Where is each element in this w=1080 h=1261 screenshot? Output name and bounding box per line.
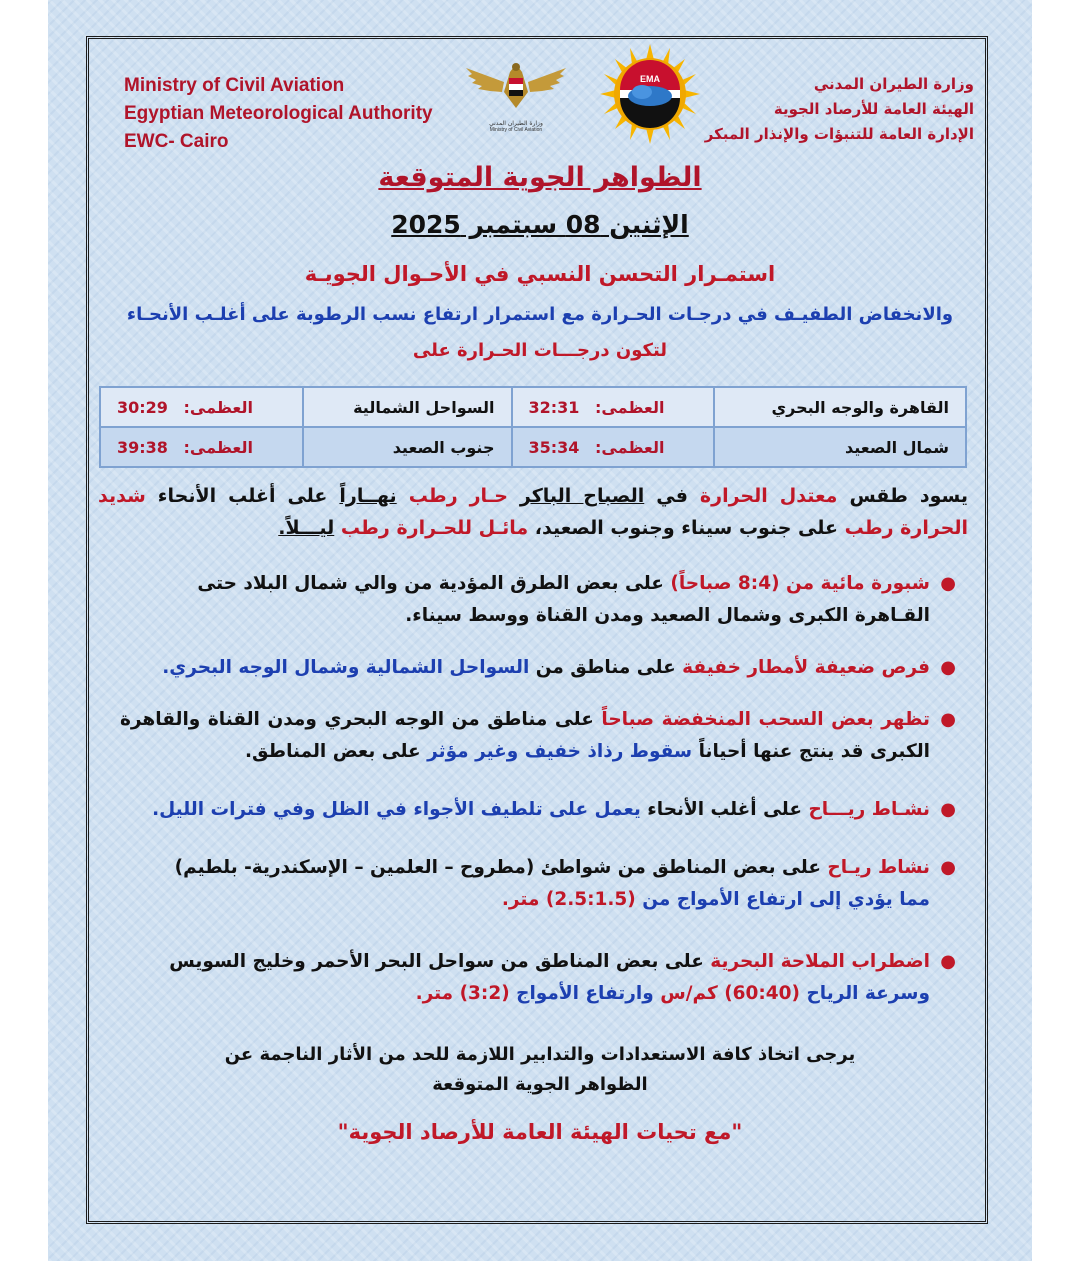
bullet-text: على بعض المناطق من شواطئ (مطروح – العلمين – الإسكندرية- بلطيم) bbox=[174, 857, 821, 878]
intro-text: على أغلب الأنحاء bbox=[157, 485, 328, 507]
intro-text: على جنوب سيناء وجنوب الصعيد، bbox=[534, 517, 838, 539]
intro-text: في bbox=[656, 485, 688, 507]
subtitle-line-3: لتكون درجـــات الحـرارة على bbox=[412, 340, 668, 361]
arabic-header-line-1: وزارة الطيران المدني bbox=[813, 75, 974, 93]
list-item bbox=[120, 568, 956, 632]
region-south-upper-egypt: جنوب الصعيد bbox=[303, 427, 512, 467]
footer-note bbox=[48, 1040, 1032, 1100]
temp-south-upper-egypt bbox=[100, 427, 303, 467]
bullet-icon: ● bbox=[940, 573, 956, 594]
max-temp-label: العظمى: bbox=[183, 437, 253, 457]
ministry-logo-caption-en: Ministry of Civil Aviation bbox=[489, 127, 543, 133]
bulletin-sheet bbox=[48, 0, 1032, 1261]
intro-underlined: نهــاراً bbox=[339, 485, 397, 507]
bullet-highlight: شبورة مائية من (8:4 صباحاً) bbox=[670, 573, 930, 594]
english-header bbox=[124, 72, 433, 156]
bullet-highlight: فرص ضعيفة لأمطار خفيفة bbox=[682, 657, 930, 678]
intro-paragraph bbox=[98, 480, 968, 544]
footer-line-2: الظواهر الجوية المتوقعة bbox=[432, 1074, 648, 1095]
footer-line-1: يرجى اتخاذ كافة الاستعدادات والتدابير اللازمة للحد من الأثار الناجمة عن bbox=[224, 1044, 856, 1065]
bullet-highlight: اضطراب الملاحة البحرية bbox=[710, 951, 930, 972]
intro-underlined: ليـــلاً. bbox=[278, 517, 335, 539]
bullet-highlight: نشـاط ريـــاح bbox=[808, 799, 930, 820]
bullet-blue: وسرعة الرياح bbox=[806, 983, 930, 1004]
temp-value: 32:31 bbox=[528, 397, 580, 417]
eagle-icon bbox=[464, 58, 568, 116]
bullet-blue: يعمل على تلطيف الأجواء في الظل وفي فترات الليل. bbox=[152, 799, 641, 820]
arabic-header-line-2: الهيئة العامة للأرصاد الجوية bbox=[773, 100, 974, 118]
bullet-text: على أغلب الأنحاء bbox=[647, 799, 802, 820]
table-row bbox=[100, 427, 966, 467]
max-temp-label: العظمى: bbox=[595, 437, 665, 457]
list-item bbox=[120, 852, 956, 916]
bullet-icon: ● bbox=[940, 709, 956, 730]
list-item bbox=[120, 946, 956, 1010]
ema-logo-text: EMA bbox=[640, 74, 660, 84]
bullet-blue: السواحل الشمالية وشمال الوجه البحري. bbox=[162, 657, 530, 678]
ministry-logo-caption: وزارة الطيران المدني bbox=[489, 120, 543, 127]
bullet-highlight: تظهر بعض السحب المنخفضة صباحاً bbox=[601, 709, 930, 730]
temperature-table bbox=[99, 386, 967, 468]
intro-highlight: حـار رطب bbox=[408, 485, 508, 507]
intro-highlight: معتدل الحرارة bbox=[699, 485, 838, 507]
bulletin-date: الإثنين 08 سبتمبر 2025 bbox=[391, 210, 689, 239]
region-cairo-delta: القاهرة والوجه البحري bbox=[714, 387, 966, 427]
temp-north-coast bbox=[100, 387, 303, 427]
bullet-icon: ● bbox=[940, 799, 956, 820]
ministry-eagle-logo bbox=[464, 58, 568, 133]
bullet-icon: ● bbox=[940, 951, 956, 972]
english-header-line-3: EWC- Cairo bbox=[124, 131, 229, 152]
bullet-highlight: نشاط ريـاح bbox=[827, 857, 930, 878]
temp-value: 35:34 bbox=[528, 437, 580, 457]
max-temp-label: العظمى: bbox=[183, 397, 253, 417]
bullet-icon: ● bbox=[940, 857, 956, 878]
table-row bbox=[100, 387, 966, 427]
list-item bbox=[120, 794, 956, 826]
region-north-upper-egypt: شمال الصعيد bbox=[714, 427, 966, 467]
region-north-coast: السواحل الشمالية bbox=[303, 387, 512, 427]
bullet-blue: سقوط رذاذ خفيف وغير مؤثر bbox=[427, 741, 693, 762]
english-header-line-2: Egyptian Meteorological Authority bbox=[124, 103, 433, 124]
bullet-text: على مناطق من bbox=[535, 657, 676, 678]
bullet-blue: مما يؤدي إلى ارتفاع الأمواج من bbox=[642, 889, 930, 910]
footer-thanks: "مع تحيات الهيئة العامة للأرصاد الجوية" bbox=[337, 1120, 743, 1144]
intro-text: يسود طقس bbox=[849, 485, 969, 507]
arabic-header bbox=[674, 72, 974, 147]
temp-value: 30:29 bbox=[117, 397, 168, 417]
bullet-highlight: (3:2) متر. bbox=[415, 983, 510, 1004]
bullet-text: على مناطق من الوجه البحري ومدن القناة والقاهرة الكبرى قد ينتج عنها أحياناً bbox=[120, 709, 930, 762]
temp-cairo-delta bbox=[512, 387, 714, 427]
bullet-icon: ● bbox=[940, 657, 956, 678]
list-item bbox=[120, 704, 956, 768]
temp-value: 39:38 bbox=[117, 437, 168, 457]
bullet-highlight: (2.5:1.5) متر. bbox=[501, 889, 636, 910]
intro-highlight: مائـل للحـرارة رطب bbox=[340, 517, 529, 539]
intro-highlight: شديد الحرارة رطب bbox=[98, 485, 968, 539]
subtitle-line-2: والانخفاض الطفيـف في درجـات الحـرارة مع استمرار ارتفاع نسب الرطوبة على أغلـب الأنحـاء bbox=[126, 304, 954, 325]
max-temp-label: العظمى: bbox=[595, 397, 665, 417]
subtitle-line-1: استمـرار التحسن النسبي في الأحـوال الجويـة bbox=[304, 262, 776, 286]
bullet-highlight: (60:40) كم/س bbox=[660, 983, 801, 1004]
arabic-header-line-3: الإدارة العامة للتنبؤات والإنذار المبكر bbox=[704, 125, 974, 143]
list-item bbox=[120, 652, 956, 684]
intro-underlined: الصباح الباكر bbox=[519, 485, 645, 507]
english-header-line-1: Ministry of Civil Aviation bbox=[124, 75, 345, 96]
bullet-blue: وارتفاع الأمواج bbox=[516, 983, 654, 1004]
page-title: الظواهر الجوية المتوقعة bbox=[378, 162, 702, 193]
bullet-text: على بعض المناطق. bbox=[244, 741, 421, 762]
bullet-text: على بعض المناطق من سواحل البحر الأحمر وخليج السويس bbox=[169, 951, 704, 972]
bullet-text: على بعض الطرق المؤدية من والي شمال البلاد حتى القـاهرة الكبرى وشمال الصعيد ومدن القناة ووسط سيناء. bbox=[197, 573, 930, 626]
temp-north-upper-egypt bbox=[512, 427, 714, 467]
